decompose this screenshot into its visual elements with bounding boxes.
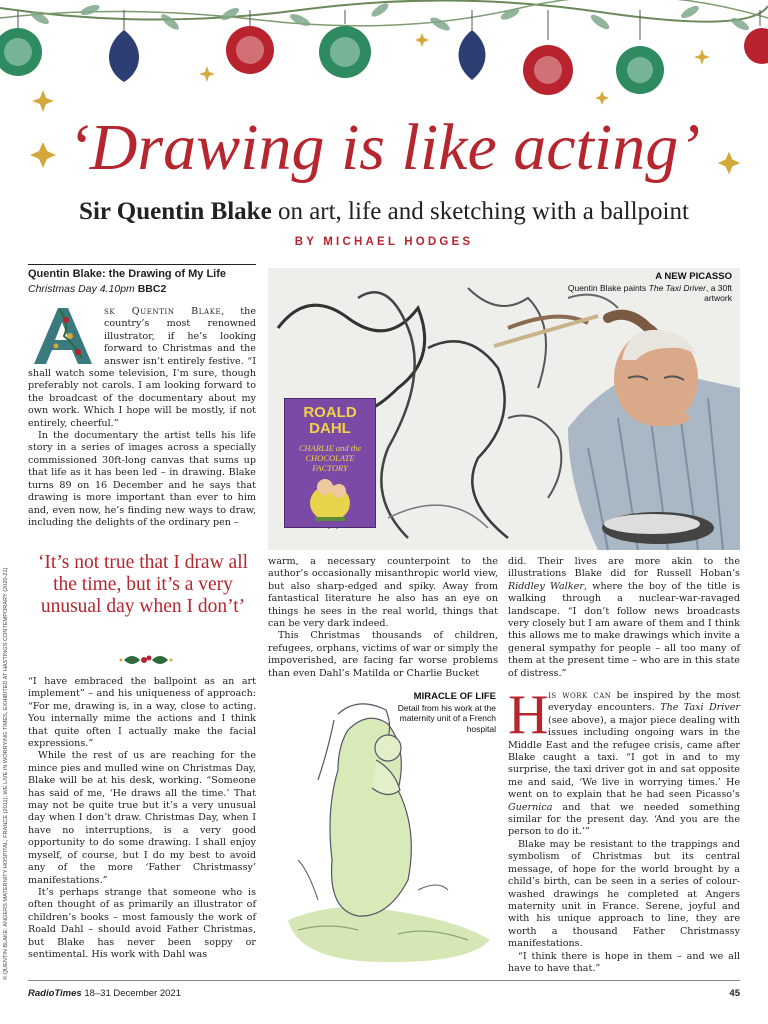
headline: ‘Drawing is like acting’ — [67, 111, 701, 184]
programme-time — [28, 283, 166, 295]
column-1-top — [28, 306, 256, 550]
col3-para-2-italic: The Taxi Driver — [660, 702, 740, 714]
programme-channel: BBC2 — [137, 283, 167, 295]
dropcap-h: H — [508, 684, 549, 746]
caption-mid-text: Detail from his work at the maternity unit of a French hospital — [397, 702, 496, 734]
top-rule — [28, 264, 256, 265]
photo-credit: © QUENTIN BLAKE: ANGERS MATERNITY HOSPITAL, FRANCE (2011); WE LIVE IN WORRYING TIMES, EXHIBITED AT HASTINGS CONTEMPORARY (2020-21) — [3, 567, 9, 980]
footer-rule — [28, 980, 740, 981]
col3-para-1b: , where the boy of the title is walking through a nuclear-war-ravaged landscape. “I don’t follow news broadcasts very closely but I am aware of them and I think this allows me to make drawings which invite a general sympathy for people – all too many of them at the present time – who are in this state of distress.” — [508, 580, 740, 679]
caption-a-new-picasso — [560, 272, 732, 304]
col3-para-2a: be inspired by the most everyday encounters. — [548, 690, 740, 714]
column-2 — [268, 556, 498, 679]
programme-time-text: Christmas Day 4.10pm — [28, 283, 135, 295]
pull-quote: ‘It’s not true that I draw all the time, but it’s a very unusual day when I don’t’ — [37, 552, 249, 617]
col2-para-2: This Christmas thousands of children, refugees, orphans, victims of war or simply the impoverished, are facing far worse problems than even Dahl’s Matilda or Charlie Bucket — [268, 630, 498, 679]
caption-top-italic: The Taxi Driver — [648, 282, 706, 293]
byline: BY MICHAEL HODGES — [294, 236, 474, 248]
col3-para-2c: and that we needed something similar for the present day. ‘And you are the person to do it.’” — [508, 801, 740, 838]
col1-para-2: In the documentary the artist tells his life story in a series of images across a specially commissioned 30ft-long canvas that sums up that life as it has been led – in drawing. Blake turns 89 on 16 December and he says that drawing is more important than ever to him and, even now, he’s finding new ways to draw, including the delights of the ordinary pen – — [28, 430, 256, 528]
col3-smallcaps: is work can — [548, 690, 612, 701]
caption-miracle-of-life — [380, 692, 496, 734]
col1-smallcaps: sk Quentin Blake — [104, 306, 222, 317]
book-title: CHARLIE and the CHOCOLATE FACTORY — [298, 443, 362, 473]
subheadline — [0, 198, 768, 226]
subhead-name: Sir Quentin Blake — [79, 198, 272, 225]
page-number: 45 — [729, 988, 740, 999]
col3-para-1a: did. Their lives are more akin to the illustrations Blake did for Russell Hoban’s — [508, 556, 740, 580]
col1-para-1-text: , the country’s most renowned illustrator, if he’s looking forward to Christmas and the answer isn’t entirely festive. “I shall watch some television, I’m sure, though preferably not carols. I am looking forward to the broadcast of the documentary about my own work. Which I hope will be mostly, if not entirely, cheerful.” — [28, 306, 256, 429]
col3-para-4: “I think there is hope in them – and we all have to have that.” — [508, 950, 740, 974]
column-3-bottom — [508, 684, 740, 978]
caption-top-line1: Quentin Blake paints — [567, 282, 649, 293]
book-illustration — [295, 469, 365, 525]
col1-para-3: “I have embraced the ballpoint as an art implement” – and his uniqueness of approach: “For me, drawing is, in a way, close to acting. You internally mime the actions and I think that quite often I actually make the facial expressions.” — [28, 676, 256, 750]
bauble-navy-1 — [109, 10, 139, 82]
col3-para-2b: (see above), a major piece dealing with issues including ongoing wars in the Middle East and the refugee crisis, came after Blake caught a taxi. “I got in and to my surprise, the taxi driver got in and sat opposite me and said, ‘We live in worrying times.’ He went on to explain that he had seen Picasso’s — [508, 714, 740, 801]
book-author: ROALD DAHL — [303, 404, 357, 437]
dropcap-spacer — [28, 306, 104, 366]
bauble-navy-2 — [459, 10, 486, 80]
col3-para-1-italic: Riddley Walker — [508, 580, 584, 592]
christmas-garland-decoration — [0, 0, 768, 110]
col3-para-2-italic2: Guernica — [508, 801, 553, 813]
book-cover-charlie — [284, 398, 376, 528]
footer-dates: 18–31 December 2021 — [81, 988, 181, 999]
caption-top-line2: , a 30ft artwork — [704, 282, 732, 303]
caption-mid-title: MIRACLE OF LIFE — [413, 691, 496, 702]
column-3-top — [508, 556, 740, 686]
col1-para-4: While the rest of us are reaching for the mince pies and mulled wine on Christmas Day, Blake will be at his desk, working. “Someone has said of me, ‘He draws all the time.’ That may not be quite true but it’s a very unusual day when I don’t draw. Christmas Day, when I have no interruptions, is a very good opportunity to do some drawing. I shall enjoy myself, of course, but I do my best to avoid any of the more ‘Father Christmassy’ manifestations.” — [28, 750, 256, 886]
col3-para-1 — [508, 556, 740, 680]
footer-magazine-name: RadioTimes — [28, 988, 82, 999]
col3-para-3: Blake may be resistant to the trappings and symbolism of Christmas but its central message, of hope for the world brought by a child’s birth, can be seen in a series of colour-washed drawings he completed at Angers maternity unit in France. Serene, joyful and with his unique approach to line, they are worth a thousand Father Christmassy manifestations. — [508, 838, 740, 950]
col1-para-5: It’s perhaps strange that someone who is often thought of as primarily an illustrator of children’s books – most famously the work of Roald Dahl – should avoid Father Christmas, but Blake has never been soppy or sentimental. His work with Dahl was — [28, 886, 256, 960]
footer-magazine — [28, 988, 181, 999]
caption-top-title: A NEW PICASSO — [655, 271, 732, 282]
col2-para-1: warm, a necessary counterpoint to the author’s occasionally misanthropic world view, but also sharp-edged and spiky. Away from fantastical literature he also has an eye on things he sees in the real world, things that can be very dark indeed. — [268, 556, 498, 630]
column-1-bottom — [28, 676, 256, 968]
holly-icon — [118, 652, 174, 668]
programme-title: Quentin Blake: the Drawing of My Life — [28, 268, 227, 280]
subhead-rest: on art, life and sketching with a ballpoint — [271, 198, 689, 225]
